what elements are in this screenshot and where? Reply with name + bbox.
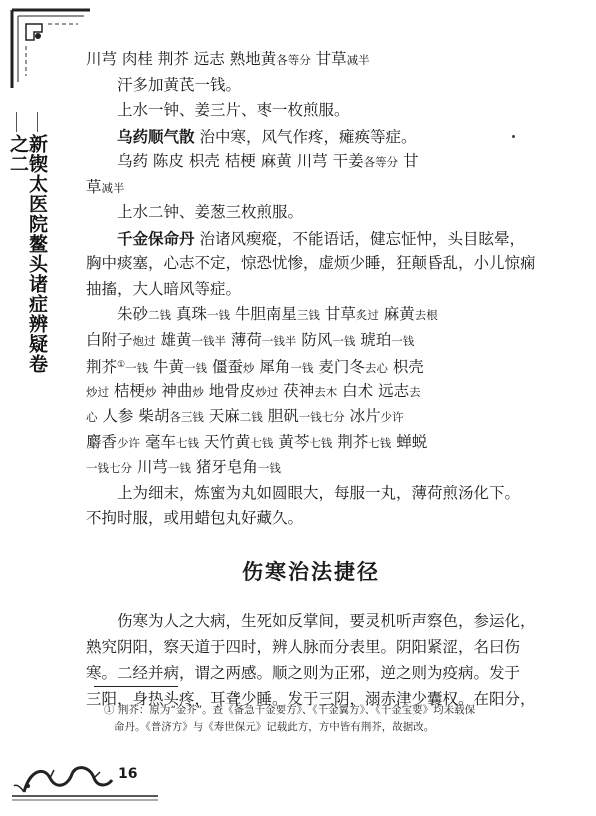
dosage-note: 炒过 — [255, 384, 279, 399]
dosage-note: 少许 — [117, 435, 141, 450]
text-line — [86, 481, 536, 507]
text-segment: 三阳，身热头疼，耳聋少睡。发于三阴，溺赤津少囊权。在阳分， — [86, 689, 536, 708]
text-segment: 上为细末，炼蜜为丸如圆眼大，每服一丸，薄荷煎汤化下。 — [117, 483, 521, 502]
text-segment: 猪牙皂角 — [190, 458, 258, 476]
text-segment: 甘草 — [319, 305, 356, 323]
text-segment: 麦门冬 — [313, 358, 365, 376]
text-segment: 熟究阴阳，察天道于四时，辨人脉而分表里。阴阳紧涩，名曰伤 — [86, 637, 521, 656]
text-line — [86, 430, 536, 456]
dosage-note: 各等分 — [276, 53, 311, 67]
text-segment: 胆矾 — [262, 407, 299, 425]
text-segment: 天竹黄 — [198, 432, 251, 451]
dosage-note: 一钱 — [391, 333, 415, 348]
text-segment: 冰片 — [344, 407, 381, 425]
dosage-note: 二钱 — [148, 308, 172, 322]
side-banner — [7, 112, 48, 382]
text-segment: 草 — [86, 177, 102, 196]
dosage-note: 炒 — [192, 384, 204, 399]
text-segment: 乌药 陈皮 枳壳 桔梗 麻黄 川芎 干姜 — [117, 152, 364, 170]
dosage-note: 七钱 — [309, 435, 333, 450]
text-segment: 胸中痰塞，心志不定，惊恐忧惨，虚烦少睡，狂颠昏乱，小儿惊痫 — [86, 254, 536, 272]
text-segment: 防风 — [296, 330, 333, 349]
text-segment: 麻黄 — [378, 305, 415, 323]
text-segment: 寒。二经并病，谓之两感。顺之则为正邪，逆之则为疫病。发于 — [86, 663, 521, 682]
text-line — [86, 328, 536, 354]
text-segment: 麝香 — [86, 432, 118, 451]
text-segment: 抽搐，大人暗风等症。 — [86, 279, 242, 298]
dosage-note: 一钱 — [332, 333, 356, 348]
text-segment: 川芎 肉桂 荆芥 远志 熟地黄 — [86, 50, 277, 68]
text-segment: 汗多加黄芪一钱。 — [117, 75, 242, 94]
dosage-note: 七钱 — [250, 435, 274, 450]
text-segment: 黄芩 — [273, 432, 310, 451]
text-segment: 神曲 — [156, 381, 193, 400]
dosage-note: 炒过 — [86, 384, 109, 399]
dosage-note: 一钱 — [257, 461, 281, 475]
dosage-note: 一钱 — [206, 308, 230, 322]
text-segment: 桔梗 — [109, 381, 145, 400]
formula-section — [86, 47, 536, 532]
text-segment: 人参 柴胡 — [97, 407, 170, 425]
text-segment: 伤寒为人之大病，生死如反掌间，要灵机听声察色，参运化， — [117, 611, 536, 630]
page-number: 16 — [118, 766, 138, 782]
section-heading: 伤寒治法捷径 — [242, 559, 380, 584]
text-segment: 荆芥 — [332, 432, 369, 451]
text-line — [86, 149, 536, 175]
dosage-note: 一钱七分 — [86, 461, 132, 475]
text-line — [86, 73, 536, 99]
dosage-note: 去根 — [414, 308, 438, 322]
dosage-note: 一钱 — [125, 361, 149, 375]
text-segment: 治中寒，风气作疼，瘫痪等症。 — [194, 127, 417, 146]
dosage-note: 减半 — [346, 53, 370, 67]
text-segment: 川芎 — [132, 458, 168, 476]
text-line — [86, 175, 536, 201]
text-segment: 蝉蜕 — [391, 432, 428, 451]
text-segment: 犀角 — [254, 358, 291, 376]
text-segment: 白附子 — [86, 330, 133, 349]
main-text — [86, 47, 536, 712]
text-line — [86, 277, 536, 303]
text-segment: 不拘时服，或用蜡包丸好藏久。 — [86, 509, 304, 527]
essay-section — [86, 608, 536, 712]
text-segment: 琥珀 — [355, 330, 392, 349]
text-line — [86, 634, 536, 660]
dosage-note: 一钱 — [184, 361, 208, 375]
text-segment: 治诸风瘈瘲，不能语话，健忘怔忡，头目眩晕， — [194, 229, 525, 248]
text-segment: 雄黄 — [155, 330, 192, 349]
dosage-note: 炙过 — [355, 308, 379, 322]
text-line — [86, 47, 536, 73]
text-segment: 天麻 — [203, 407, 240, 425]
footnote-line: ① 荆芥：原为“金芥”。查《备急千金要方》、《千金翼方》、《千金宝要》均未载保 — [104, 704, 476, 716]
footnote-rule — [94, 686, 178, 687]
dosage-note: 少许 — [380, 410, 404, 424]
dosage-note: 心 — [86, 410, 98, 424]
dosage-note: 一钱半 — [261, 333, 297, 348]
dragon-ornament-icon — [10, 756, 160, 804]
text-segment: 上水一钟、姜三片、枣一枚煎服。 — [117, 101, 350, 119]
text-line — [86, 506, 536, 532]
dosage-note: 一钱半 — [191, 333, 226, 348]
text-segment: 白术 远志 — [337, 381, 410, 400]
text-segment: 牛黄 — [148, 358, 185, 376]
dosage-note: 七钱 — [368, 435, 392, 450]
text-segment: 甘草 — [310, 50, 347, 68]
text-segment: 朱砂 — [117, 305, 149, 323]
text-line — [86, 98, 536, 124]
formula-name: 乌药顺气散 — [117, 126, 195, 146]
text-line — [86, 455, 536, 481]
dosage-note: 去 — [409, 384, 421, 399]
text-segment: 枳壳 — [387, 358, 424, 376]
corner-ornament-icon — [8, 6, 94, 92]
footnote-marker: ① — [117, 360, 126, 370]
dosage-note: 炮过 — [132, 333, 156, 348]
text-segment: 茯神 — [278, 381, 315, 400]
text-segment: 上水二钟、姜葱三枚煎服。 — [117, 203, 304, 221]
text-segment: 毫车 — [140, 432, 176, 451]
text-line — [86, 404, 536, 430]
dosage-note: 去心 — [364, 361, 388, 375]
dosage-note: 炒 — [242, 361, 255, 375]
text-segment: 地骨皮 — [203, 381, 256, 400]
print-speck — [512, 135, 515, 138]
text-segment: 真珠 — [171, 305, 207, 323]
dosage-note: 七钱 — [175, 435, 199, 450]
dosage-note: 二钱 — [239, 410, 263, 424]
text-line — [86, 353, 536, 379]
running-title: 新锲太医院鳌头诸症辨疑卷之二 — [8, 132, 46, 382]
dosage-note: 去木 — [314, 384, 338, 399]
text-line — [86, 660, 536, 686]
text-segment: 荆芥 — [86, 358, 118, 376]
text-segment: 僵蚕 — [207, 358, 243, 376]
dosage-note: 各三钱 — [169, 410, 204, 424]
footnote — [104, 702, 534, 736]
dosage-note: 一钱 — [167, 461, 191, 475]
text-line — [86, 379, 536, 405]
text-line — [86, 226, 536, 252]
footnote-line: 命丹。《普济方》与《寿世保元》记载此方，方中皆有荆芥，故据改。 — [114, 721, 435, 733]
dosage-note: 一钱七分 — [298, 410, 345, 424]
text-line — [86, 302, 536, 328]
dosage-note: 炒 — [144, 384, 157, 399]
text-segment: 甘 — [398, 152, 419, 170]
dosage-note: 各等分 — [363, 155, 399, 169]
text-line — [86, 251, 536, 277]
text-segment: 薄荷 — [225, 330, 262, 349]
text-segment: 牛胆南星 — [229, 305, 297, 323]
formula-name: 千金保命丹 — [117, 228, 195, 248]
text-line — [86, 608, 536, 634]
text-line — [86, 200, 536, 226]
text-line — [86, 124, 536, 150]
dosage-note: 三钱 — [296, 308, 320, 322]
dosage-note: 减半 — [101, 180, 125, 195]
dosage-note: 一钱 — [290, 361, 314, 375]
